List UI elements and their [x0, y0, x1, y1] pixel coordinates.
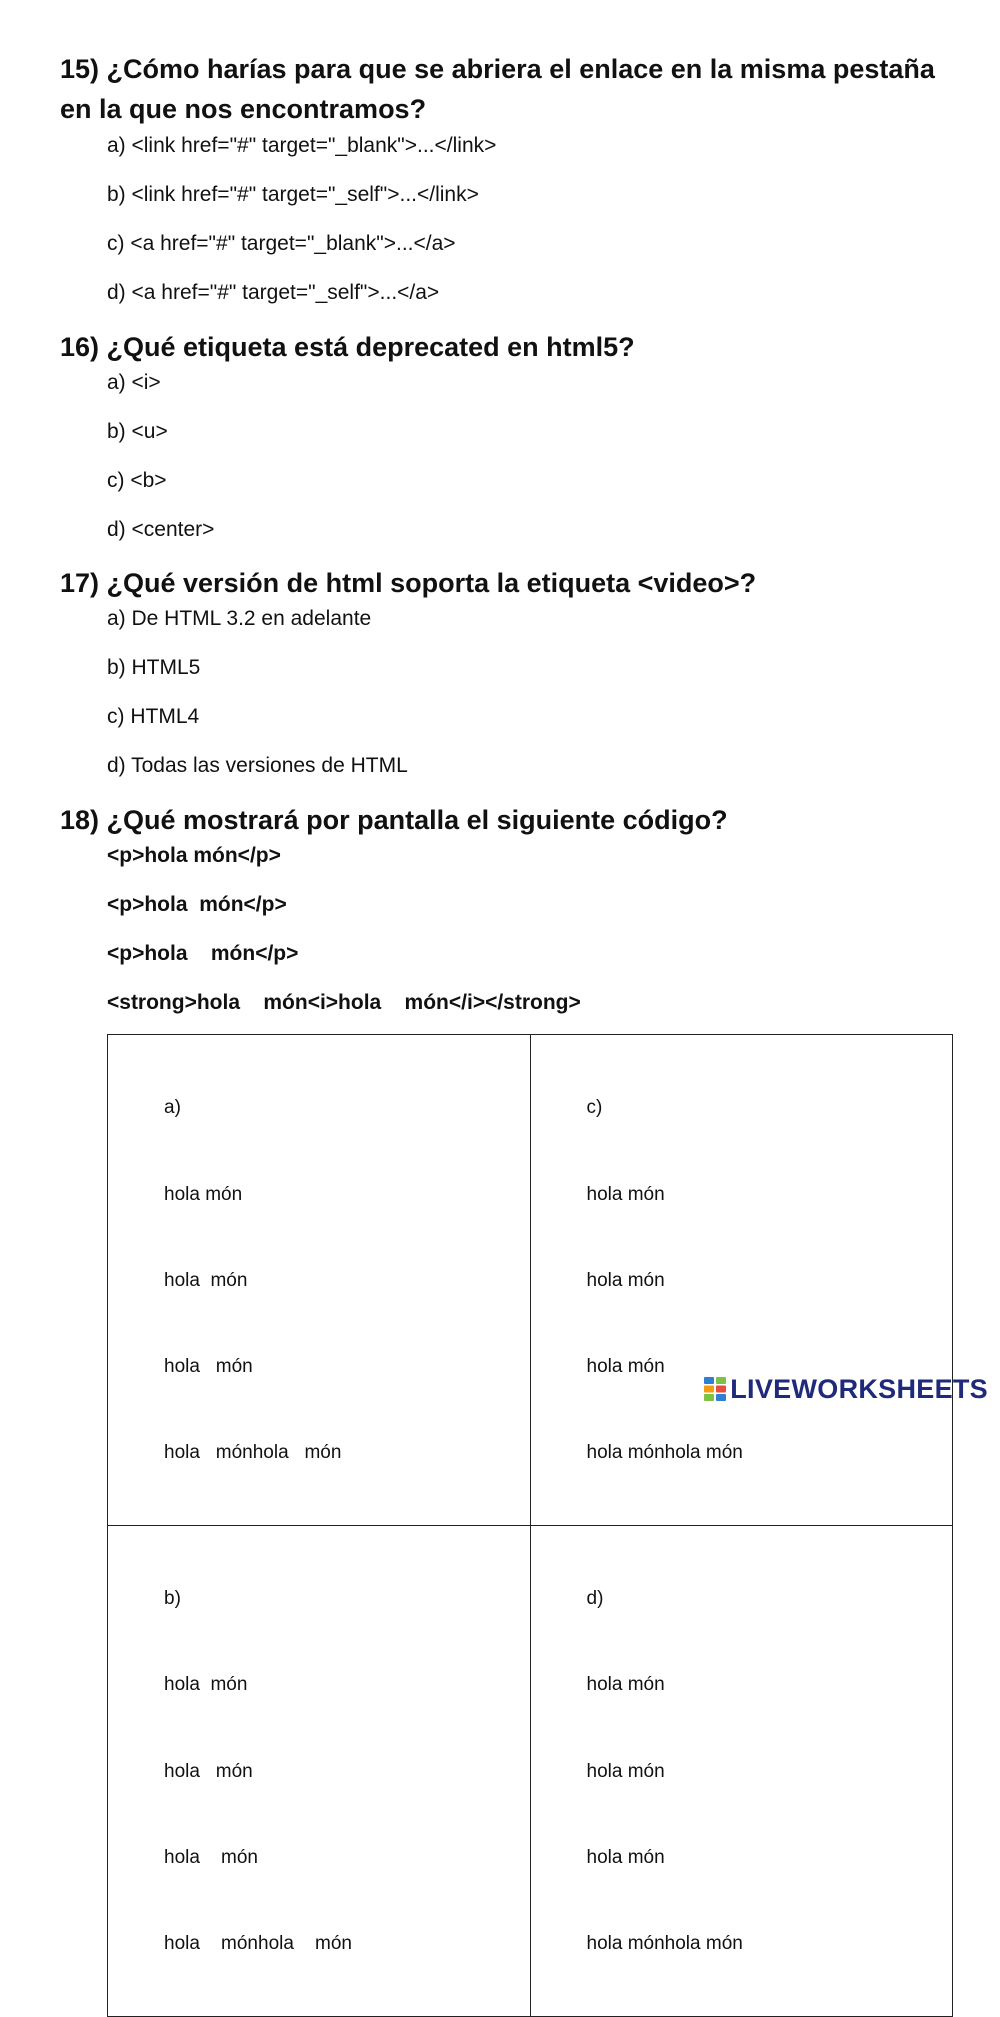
answer-a-line-3: hola món [164, 1355, 253, 1377]
answer-c-label: c) [586, 1097, 603, 1119]
answer-b-line-3: hola món [164, 1846, 258, 1868]
question-18-code-line-2: <p>hola món</p> [107, 893, 287, 916]
answer-options-table [107, 1034, 953, 2017]
answer-c-line-3: hola món [586, 1355, 665, 1377]
answer-a-line-1: hola món [164, 1183, 243, 1205]
question-15-title: 15) ¿Cómo harías para que se abriera el enlace en la misma pestaña en la que nos encontramos? [60, 54, 935, 124]
question-17-option-b: b) HTML5 [107, 656, 201, 679]
question-16-option-d: d) <center> [107, 518, 215, 541]
question-17-option-d: d) Todas las versiones de HTML [107, 754, 408, 777]
question-17-title: 17) ¿Qué versión de html soporta la etiqueta <video>? [60, 568, 757, 598]
question-16-option-b: b) <u> [107, 420, 168, 443]
question-17-option-c: c) HTML4 [107, 705, 200, 728]
answer-cell-b [108, 1525, 531, 2016]
answer-c-line-4: hola mónhola món [586, 1441, 743, 1463]
question-16-title: 16) ¿Qué etiqueta está deprecated en html5? [60, 332, 635, 362]
answer-a-line-4: hola mónhola món [164, 1441, 342, 1463]
answer-cell-a [108, 1035, 531, 1526]
answer-c-line-1: hola món [586, 1183, 665, 1205]
answer-c-line-2: hola món [586, 1269, 665, 1291]
answer-cell-c [530, 1035, 953, 1526]
question-15-option-a: a) <link href="#" target="_blank">...</link> [107, 134, 497, 157]
answer-b-line-4: hola mónhola món [164, 1932, 352, 1954]
answer-a-line-2: hola món [164, 1269, 248, 1291]
question-18-title: 18) ¿Qué mostrará por pantalla el siguiente código? [60, 805, 728, 835]
answer-cell-d [530, 1525, 953, 2016]
answer-d-label: d) [586, 1588, 604, 1610]
question-16-option-a: a) <i> [107, 371, 161, 394]
answer-a-label: a) [164, 1097, 181, 1119]
question-16-option-c: c) <b> [107, 469, 167, 492]
question-15-option-d: d) <a href="#" target="_self">...</a> [107, 281, 440, 304]
question-15-option-b: b) <link href="#" target="_self">...</link> [107, 183, 479, 206]
question-18-code-line-4: <strong>hola món<i>hola món</i></strong> [107, 991, 581, 1014]
question-15-option-c: c) <a href="#" target="_blank">...</a> [107, 232, 456, 255]
answer-d-line-3: hola món [586, 1846, 665, 1868]
question-18-code-line-1: <p>hola món</p> [107, 844, 281, 867]
liveworksheets-brand [704, 1374, 988, 1404]
answer-d-line-2: hola món [586, 1760, 665, 1782]
answer-d-line-1: hola món [586, 1674, 665, 1696]
answer-b-line-1: hola món [164, 1674, 248, 1696]
answer-b-line-2: hola món [164, 1760, 253, 1782]
answer-b-label: b) [164, 1588, 181, 1610]
answer-d-line-4: hola mónhola món [586, 1932, 743, 1954]
question-18-code-line-3: <p>hola món</p> [107, 942, 299, 965]
liveworksheets-logo-icon [704, 1377, 726, 1401]
liveworksheets-wordmark: LIVEWORKSHEETS [730, 1373, 988, 1404]
question-17-option-a: a) De HTML 3.2 en adelante [107, 607, 372, 630]
